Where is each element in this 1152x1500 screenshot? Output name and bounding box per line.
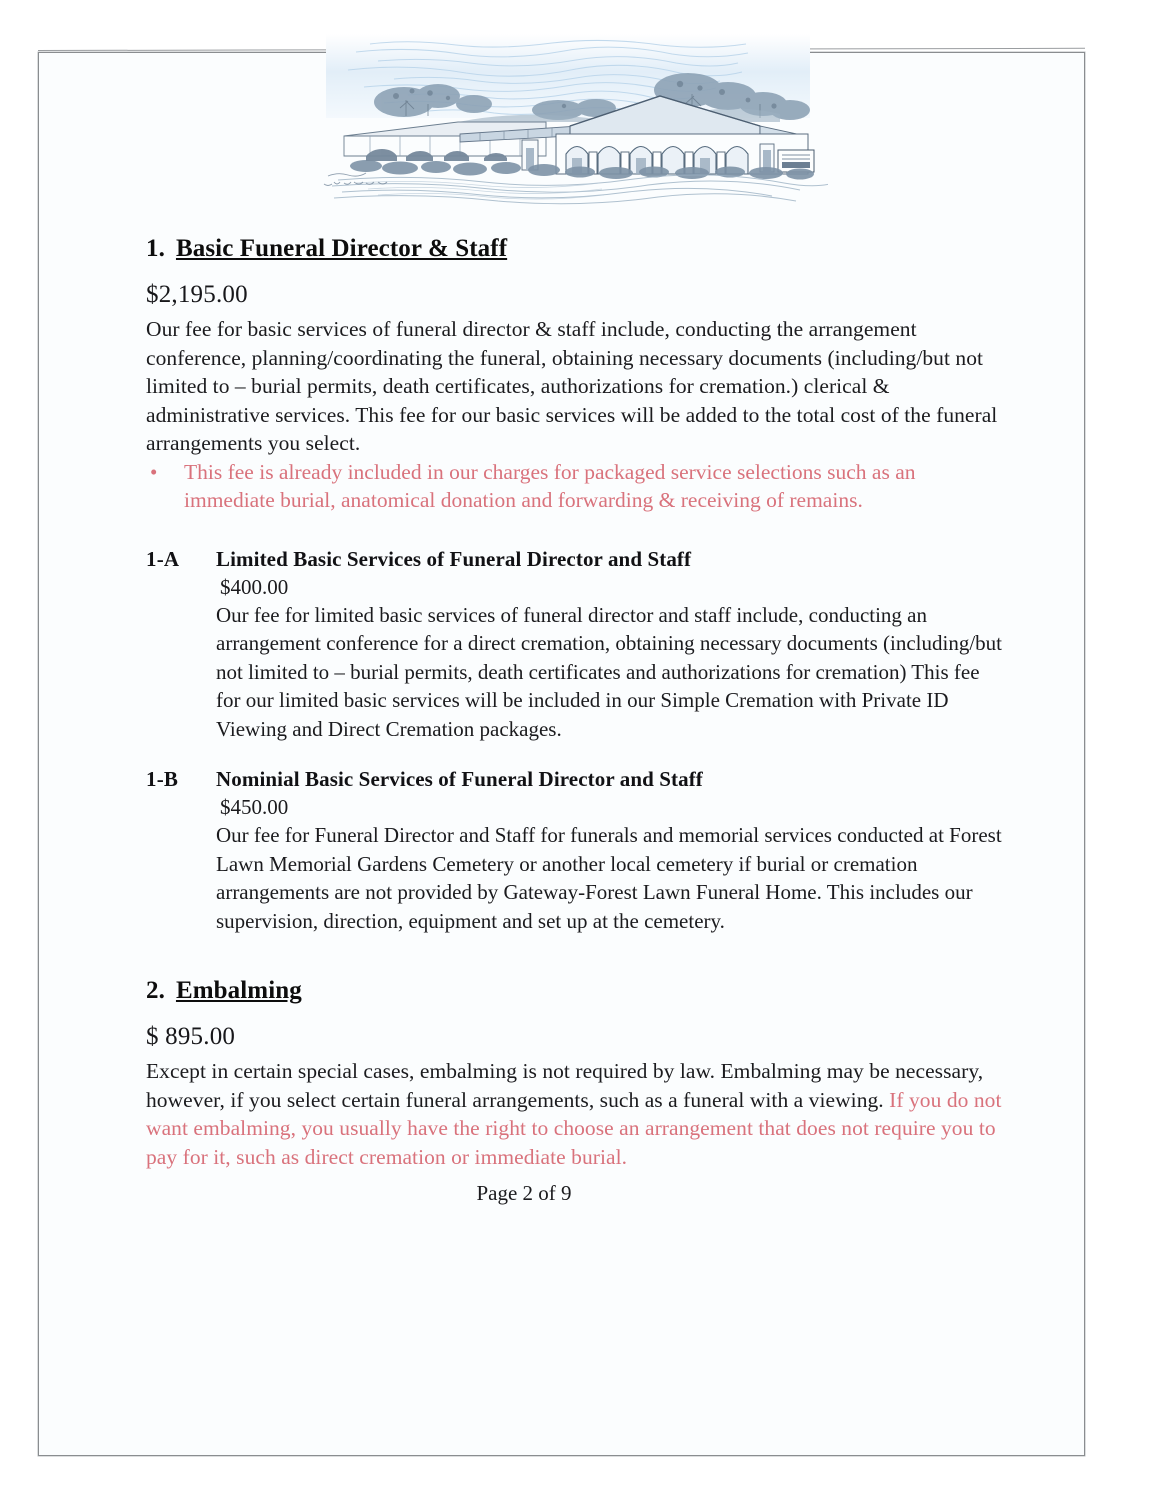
bullet-marker-icon: • xyxy=(150,459,158,484)
sub-item-1b-text: Our fee for Funeral Director and Staff for funerals and memorial services conducted at Forest Lawn Memorial Gardens Cemetery or another local cemetery if burial or cremation arrangements are not provided by Gateway-Forest Lawn Funeral Home. This includes our supervision, direction, equipment and set up at the cemetery. xyxy=(216,823,1002,933)
sub-item-1b-price: $450.00 xyxy=(220,795,289,819)
section-1-heading xyxy=(146,235,1006,263)
sub-item-1b-code: 1-B xyxy=(146,767,179,791)
section-1-title: Basic Funeral Director & Staff xyxy=(175,235,508,262)
section-1-bullet xyxy=(146,458,1006,515)
section-1-bullet-text: This fee is already included in our charges for packaged service selections such as an immediate burial, anatomical donation and forwarding & receiving of remains. xyxy=(184,459,916,512)
sub-item-1a-price: $400.00 xyxy=(220,574,289,599)
sub-item-1b-body xyxy=(216,765,1006,935)
sub-item-1a-title: Limited Basic Services of Funeral Director and Staff xyxy=(216,546,692,571)
sub-item-1a xyxy=(146,545,1006,744)
section-1-number: 1. xyxy=(146,235,165,262)
sub-item-1a-text: Our fee for limited basic services of funeral director and staff include, conducting an arrangement conference for a direct cremation, obtaining necessary documents (including/but not limited to – burial permits, death certificates and authorizations for cremation) This fee for our limited basic services will be included in our Simple Cremation with Private ID Viewing and Direct Cremation packages. xyxy=(216,602,1003,741)
sub-item-1b xyxy=(146,765,1006,935)
section-2-price: $ 895.00 xyxy=(146,1023,236,1050)
sub-item-1a-body xyxy=(216,545,1006,744)
sub-item-1b-title: Nominial Basic Services of Funeral Director and Staff xyxy=(216,767,703,791)
section-2-paragraph-red: If you do not want embalming, you usually have the right to choose an arrangement that does not require you to pay for it, such as direct cremation or immediate burial. xyxy=(146,1087,1002,1169)
section-2-number: 2. xyxy=(146,977,165,1004)
letterhead-illustration xyxy=(308,30,828,205)
sub-item-1a-code: 1-A xyxy=(146,546,180,571)
section-2-title: Embalming xyxy=(175,977,302,1004)
section-2-paragraph xyxy=(146,1057,1006,1171)
section-1-price: $2,195.00 xyxy=(146,281,248,308)
section-2-paragraph-black: Except in certain special cases, embalming is not required by law. Embalming may be necessary, however, if you select certain funeral arrangements, such as a funeral with a viewing. xyxy=(146,1059,984,1112)
section-2-heading xyxy=(146,977,1006,1005)
page-number-footer: Page 2 of 9 xyxy=(476,1181,572,1205)
page-content xyxy=(146,30,1006,1206)
section-1-paragraph: Our fee for basic services of funeral director & staff include, conducting the arrangement conference, planning/coordinating the funeral, obtaining necessary documents (including/but not limited to – burial permits, death certificates, authorizations for cremation.) clerical & administrative services. This fee for our basic services will be added to the total cost of the funeral arrangements you select. xyxy=(146,317,998,455)
